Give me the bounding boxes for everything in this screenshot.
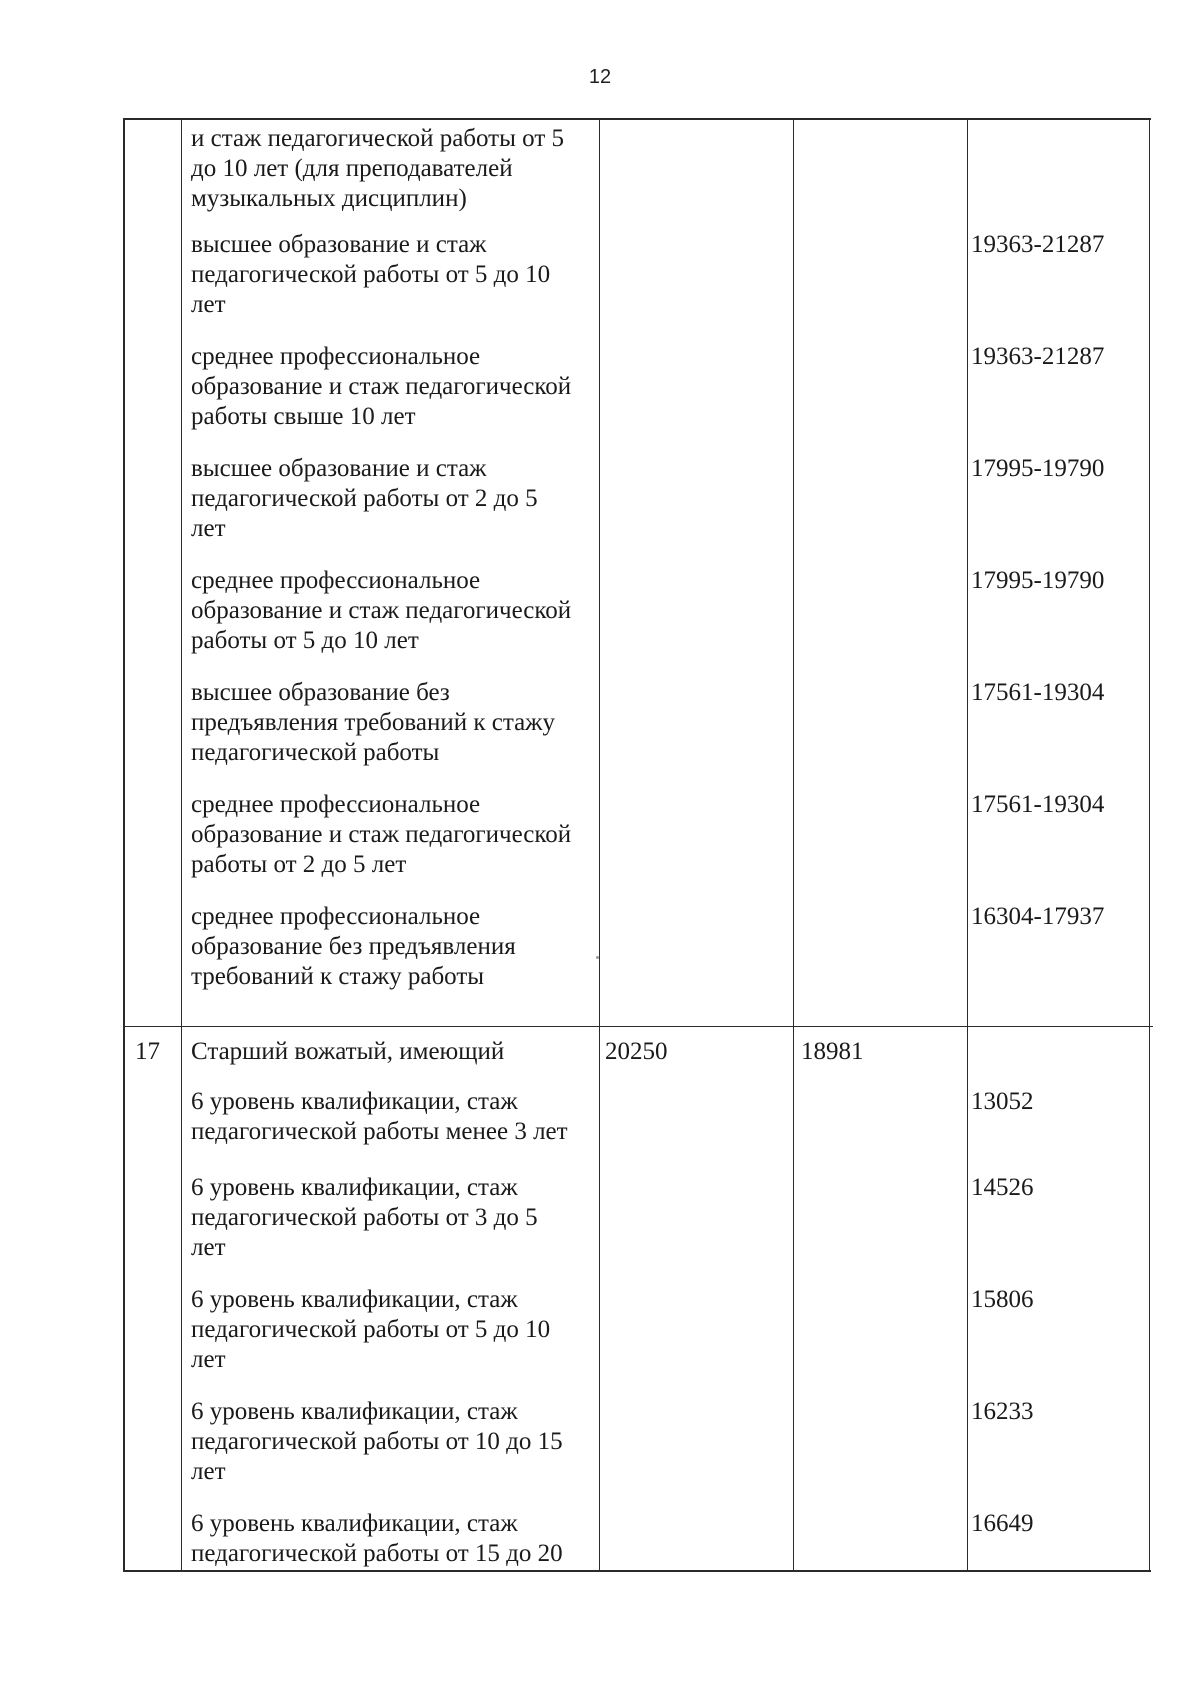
qualification-description-line: 6 уровень квалификации, стаж [191,1510,518,1537]
qualification-description-line: педагогической работы менее 3 лет [191,1118,568,1145]
qualification-description-line: образование и стаж педагогической [191,373,572,400]
salary-table [123,118,1151,1572]
qualification-description-line: лет [191,1346,226,1373]
qualification-description-line: и стаж педагогической работы от 5 [191,125,564,152]
qualification-description-line: педагогической работы от 15 до 20 [191,1540,563,1567]
qualification-description-line: предъявления требований к стажу [191,709,555,736]
qualification-description-line: высшее образование и стаж [191,455,487,482]
table-bottom-border [123,1570,1151,1572]
salary-range: 17561-19304 [971,791,1105,818]
salary-range: 14526 [971,1174,1034,1201]
qualification-description-line: 6 уровень квалификации, стаж [191,1398,518,1425]
salary-range: 19363-21287 [971,343,1105,370]
qualification-description-line: среднее профессиональное [191,343,481,370]
salary-range: 17561-19304 [971,679,1105,706]
table-row-17 [125,1026,1153,1572]
qualification-description-line: лет [191,291,226,318]
qualification-description-line: высшее образование без [191,679,450,706]
qualification-description-line: до 10 лет (для преподавателей [191,155,513,182]
page-number: 12 [588,66,612,88]
position-title: Старший вожатый, имеющий [191,1038,505,1065]
table-row-continuation [125,120,1153,1026]
base-salary-value: 20250 [605,1038,668,1065]
qualification-description-line: лет [191,1234,226,1261]
qualification-description-line: образование и стаж педагогической [191,597,572,624]
qualification-description-line: 6 уровень квалификации, стаж [191,1088,518,1115]
secondary-salary-value: 18981 [801,1038,864,1065]
qualification-description-line: музыкальных дисциплин) [191,185,467,212]
qualification-description-line: педагогической работы от 10 до 15 [191,1428,563,1455]
qualification-description-line: лет [191,515,226,542]
qualification-description-line: среднее профессиональное [191,791,481,818]
salary-range: 15806 [971,1286,1034,1313]
qualification-description-line: лет [191,1458,226,1485]
qualification-description-line: 6 уровень квалификации, стаж [191,1174,518,1201]
qualification-description-line: требований к стажу работы [191,963,485,990]
salary-range: 16233 [971,1398,1034,1425]
qualification-description-line: педагогической работы от 2 до 5 [191,485,538,512]
salary-range: 19363-21287 [971,231,1105,258]
salary-range: 17995-19790 [971,567,1105,594]
row-number: 17 [135,1038,160,1065]
salary-range: 16649 [971,1510,1034,1537]
qualification-description-line: работы свыше 10 лет [191,403,416,430]
qualification-description-line: высшее образование и стаж [191,231,487,258]
qualification-description-line: 6 уровень квалификации, стаж [191,1286,518,1313]
qualification-description-line: работы от 2 до 5 лет [191,851,407,878]
salary-range: 16304-17937 [971,903,1105,930]
qualification-description-line: педагогической работы от 5 до 10 [191,261,551,288]
scan-speck [596,956,599,959]
qualification-description-line: педагогической работы от 5 до 10 [191,1316,551,1343]
qualification-description-line: среднее профессиональное [191,567,481,594]
qualification-description-line: образование и стаж педагогической [191,821,572,848]
salary-range: 17995-19790 [971,455,1105,482]
qualification-description-line: образование без предъявления [191,933,516,960]
qualification-description-line: среднее профессиональное [191,903,481,930]
salary-range: 13052 [971,1088,1034,1115]
qualification-description-line: педагогической работы от 3 до 5 [191,1204,538,1231]
qualification-description-line: педагогической работы [191,739,440,766]
qualification-description-line: работы от 5 до 10 лет [191,627,419,654]
